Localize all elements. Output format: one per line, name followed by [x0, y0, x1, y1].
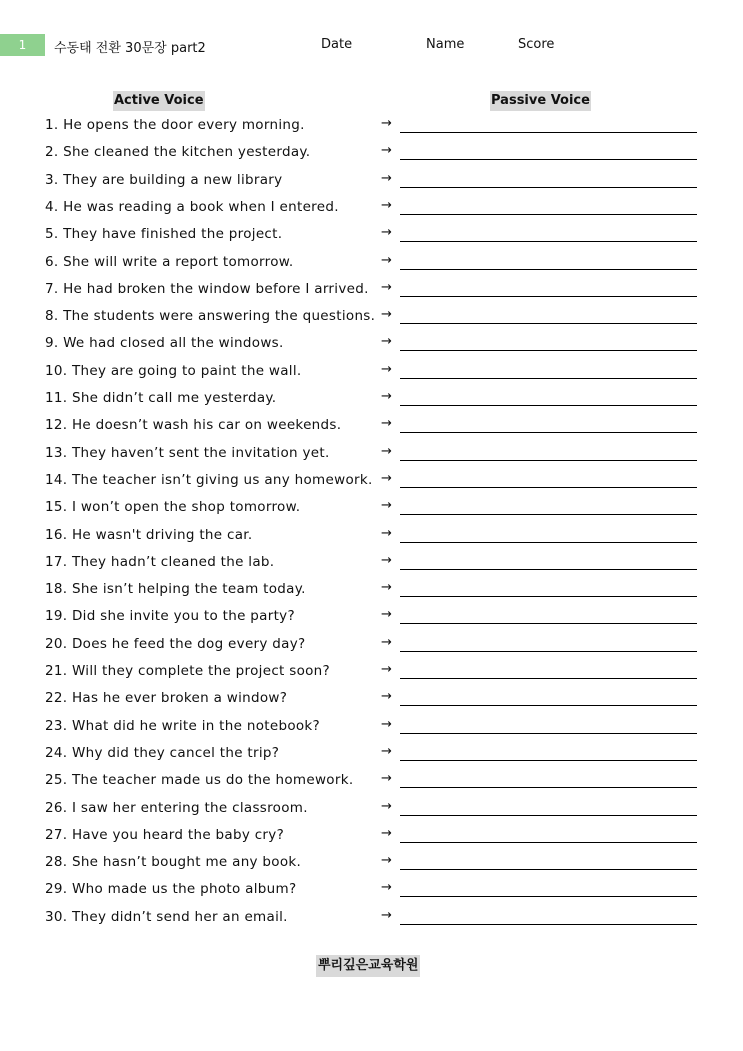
- active-sentence: 1. He opens the door every morning.: [45, 117, 305, 133]
- active-sentence: 9. We had closed all the windows.: [45, 335, 284, 352]
- active-sentence: 2. She cleaned the kitchen yesterday.: [45, 144, 311, 161]
- arrow-icon: →: [381, 580, 392, 596]
- arrow-icon: →: [381, 416, 392, 432]
- date-label: Date: [321, 37, 353, 52]
- exercise-row: [0, 657, 743, 684]
- active-sentence: 30. They didn’t send her an email.: [45, 908, 288, 925]
- arrow-icon: →: [381, 389, 392, 404]
- exercise-row: [0, 466, 743, 493]
- arrow-icon: →: [381, 662, 392, 677]
- name-label: Name: [426, 37, 465, 52]
- active-sentence: 20. Does he feed the dog every day?: [45, 635, 306, 652]
- arrow-icon: →: [381, 252, 392, 268]
- active-sentence: 27. Have you heard the baby cry?: [45, 826, 285, 843]
- exercise-row: [0, 630, 743, 657]
- exercise-row: [0, 193, 743, 220]
- arrow-icon: →: [381, 743, 392, 759]
- active-sentence: 25. The teacher made us do the homework.: [45, 772, 354, 789]
- arrow-icon: →: [381, 279, 392, 295]
- answer-blank[interactable]: [400, 760, 697, 761]
- answer-blank[interactable]: [400, 651, 697, 652]
- answer-blank[interactable]: [400, 705, 697, 706]
- exercise-row: [0, 575, 743, 602]
- arrow-icon: →: [381, 607, 392, 623]
- exercise-row: [0, 712, 743, 739]
- answer-blank[interactable]: [400, 159, 697, 160]
- answer-blank[interactable]: [400, 241, 697, 242]
- answer-blank[interactable]: [400, 405, 697, 406]
- arrow-icon: →: [381, 470, 392, 486]
- arrow-icon: →: [381, 170, 392, 186]
- answer-blank[interactable]: [400, 378, 697, 379]
- arrow-icon: →: [381, 361, 392, 377]
- exercise-row: [0, 220, 743, 247]
- page-header: [0, 34, 743, 56]
- active-sentence: 19. Did she invite you to the party?: [45, 608, 295, 625]
- arrow-icon: →: [381, 825, 392, 841]
- exercise-row: [0, 848, 743, 875]
- answer-blank[interactable]: [400, 214, 697, 215]
- active-sentence: 3. They are building a new library: [45, 171, 283, 188]
- exercise-row: [0, 493, 743, 520]
- exercise-row: [0, 248, 743, 275]
- active-sentence: 6. She will write a report tomorrow.: [45, 253, 294, 270]
- answer-blank[interactable]: [400, 815, 697, 816]
- arrow-icon: →: [381, 143, 392, 159]
- active-sentence: 16. He wasn't driving the car.: [45, 526, 253, 543]
- exercise-row: [0, 684, 743, 711]
- arrow-icon: →: [381, 307, 392, 323]
- arrow-icon: →: [381, 498, 392, 514]
- exercise-row: [0, 739, 743, 766]
- page-number-badge: 1: [0, 34, 45, 56]
- arrow-icon: →: [381, 634, 392, 650]
- active-sentence: 14. The teacher isn’t giving us any homework.: [45, 471, 373, 488]
- active-sentence: 22. Has he ever broken a window?: [45, 690, 288, 707]
- exercise-row: [0, 439, 743, 466]
- answer-blank[interactable]: [400, 269, 697, 270]
- answer-blank[interactable]: [400, 460, 697, 461]
- exercise-row: [0, 329, 743, 356]
- answer-blank[interactable]: [400, 842, 697, 843]
- answer-blank[interactable]: [400, 787, 697, 788]
- active-sentence: 28. She hasn’t bought me any book.: [45, 854, 302, 871]
- active-sentence: 24. Why did they cancel the trip?: [45, 744, 280, 761]
- answer-blank[interactable]: [400, 678, 697, 679]
- arrow-icon: →: [381, 716, 392, 732]
- arrow-icon: →: [381, 798, 392, 814]
- active-sentence: 13. They haven’t sent the invitation yet.: [45, 444, 330, 461]
- arrow-icon: →: [381, 853, 392, 869]
- academy-name: 뿌리깊은교육학원: [316, 955, 420, 977]
- answer-blank[interactable]: [400, 323, 697, 324]
- active-sentence: 29. Who made us the photo album?: [45, 881, 297, 898]
- exercise-row: [0, 521, 743, 548]
- active-sentence: 18. She isn’t helping the team today.: [45, 581, 306, 598]
- active-sentence: 17. They hadn’t cleaned the lab.: [45, 553, 275, 570]
- answer-blank[interactable]: [400, 623, 697, 624]
- exercise-row: [0, 302, 743, 329]
- active-sentence: 21. Will they complete the project soon?: [45, 663, 331, 679]
- exercise-row: [0, 766, 743, 793]
- arrow-icon: →: [381, 334, 392, 350]
- answer-blank[interactable]: [400, 514, 697, 515]
- answer-blank[interactable]: [400, 869, 697, 870]
- active-sentence: 12. He doesn’t wash his car on weekends.: [45, 417, 342, 434]
- active-sentence: 4. He was reading a book when I entered.: [45, 198, 339, 215]
- active-sentence: 10. They are going to paint the wall.: [45, 362, 302, 379]
- answer-blank[interactable]: [400, 569, 697, 570]
- exercise-row: [0, 875, 743, 902]
- exercise-row: [0, 384, 743, 411]
- score-label: Score: [518, 37, 555, 52]
- arrow-icon: →: [381, 689, 392, 705]
- active-sentence: 11. She didn’t call me yesterday.: [45, 390, 277, 406]
- exercise-row: [0, 357, 743, 384]
- answer-blank[interactable]: [400, 924, 697, 925]
- answer-blank[interactable]: [400, 432, 697, 433]
- arrow-icon: →: [381, 116, 392, 131]
- exercise-row: [0, 166, 743, 193]
- answer-blank[interactable]: [400, 132, 697, 133]
- active-sentence: 5. They have finished the project.: [45, 226, 283, 243]
- answer-blank[interactable]: [400, 733, 697, 734]
- arrow-icon: →: [381, 225, 392, 241]
- exercise-row: [0, 602, 743, 629]
- active-sentence: 15. I won’t open the shop tomorrow.: [45, 499, 301, 516]
- answer-blank[interactable]: [400, 542, 697, 543]
- document-title: 수동태 전환 30문장 part2: [54, 41, 206, 56]
- arrow-icon: →: [381, 552, 392, 568]
- exercise-row: [0, 411, 743, 438]
- arrow-icon: →: [381, 907, 392, 923]
- arrow-icon: →: [381, 197, 392, 213]
- passive-voice-heading: Passive Voice: [490, 91, 591, 111]
- arrow-icon: →: [381, 771, 392, 787]
- active-sentence: 8. The students were answering the questions.: [45, 308, 376, 325]
- answer-blank[interactable]: [400, 896, 697, 897]
- exercise-row: [0, 794, 743, 821]
- exercise-row: [0, 275, 743, 302]
- answer-blank[interactable]: [400, 296, 697, 297]
- active-sentence: 26. I saw her entering the classroom.: [45, 799, 308, 816]
- active-sentence: 7. He had broken the window before I arrived.: [45, 280, 369, 297]
- exercise-row: [0, 111, 743, 138]
- exercise-row: [0, 821, 743, 848]
- active-sentence: 23. What did he write in the notebook?: [45, 717, 321, 734]
- active-voice-heading: Active Voice: [113, 91, 205, 111]
- arrow-icon: →: [381, 443, 392, 459]
- answer-blank[interactable]: [400, 487, 697, 488]
- arrow-icon: →: [381, 880, 392, 896]
- arrow-icon: →: [381, 525, 392, 541]
- exercise-row: [0, 548, 743, 575]
- answer-blank[interactable]: [400, 187, 697, 188]
- exercise-row: [0, 138, 743, 165]
- answer-blank[interactable]: [400, 350, 697, 351]
- exercise-row: [0, 903, 743, 930]
- answer-blank[interactable]: [400, 596, 697, 597]
